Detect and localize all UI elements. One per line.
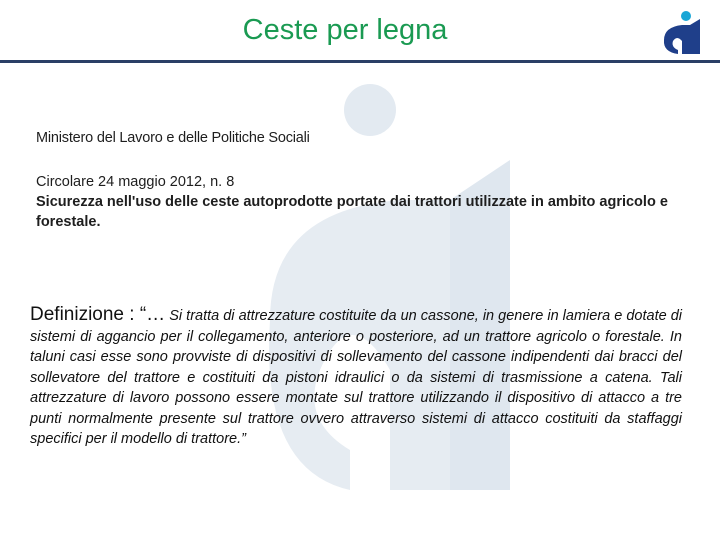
header-divider	[0, 60, 720, 63]
ministry-name: Ministero del Lavoro e delle Politiche Sociali	[36, 130, 310, 146]
circular-excerpt	[36, 130, 686, 232]
ai-logo-icon	[660, 10, 712, 56]
definition-text: Si tratta di attrezzature costituite da un cassone, in genere in lamiera e dotate di sistemi di aggancio per il collegamento, anteriore o posteriore, ad un trattore agricolo o forestale. In taluni casi esse sono provviste di dispositivi di sollevamento del cassone indipendenti dai bracci del sollevatore del trattore e costituiti da pistoni idraulici o da sistemi di trasmissione a catena. Tali attrezzature di lavoro possono essere montate sul trattore utilizzando il dispositivo di attacco a tre punti normalmente presente sul trattore ovvero attraverso sistemi di attacco costituiti da staffaggi specifici per il modello di trattore.”	[30, 308, 682, 447]
definition-label: Definizione : “…	[30, 304, 166, 325]
circular-subject: Sicurezza nell'uso delle ceste autoprodotte portate dai trattori utilizzate in ambito agricolo e forestale.	[36, 194, 668, 230]
circular-reference: Circolare 24 maggio 2012, n. 8	[36, 174, 235, 190]
page-title: Ceste per legna	[242, 14, 448, 46]
definition-paragraph	[30, 305, 682, 450]
